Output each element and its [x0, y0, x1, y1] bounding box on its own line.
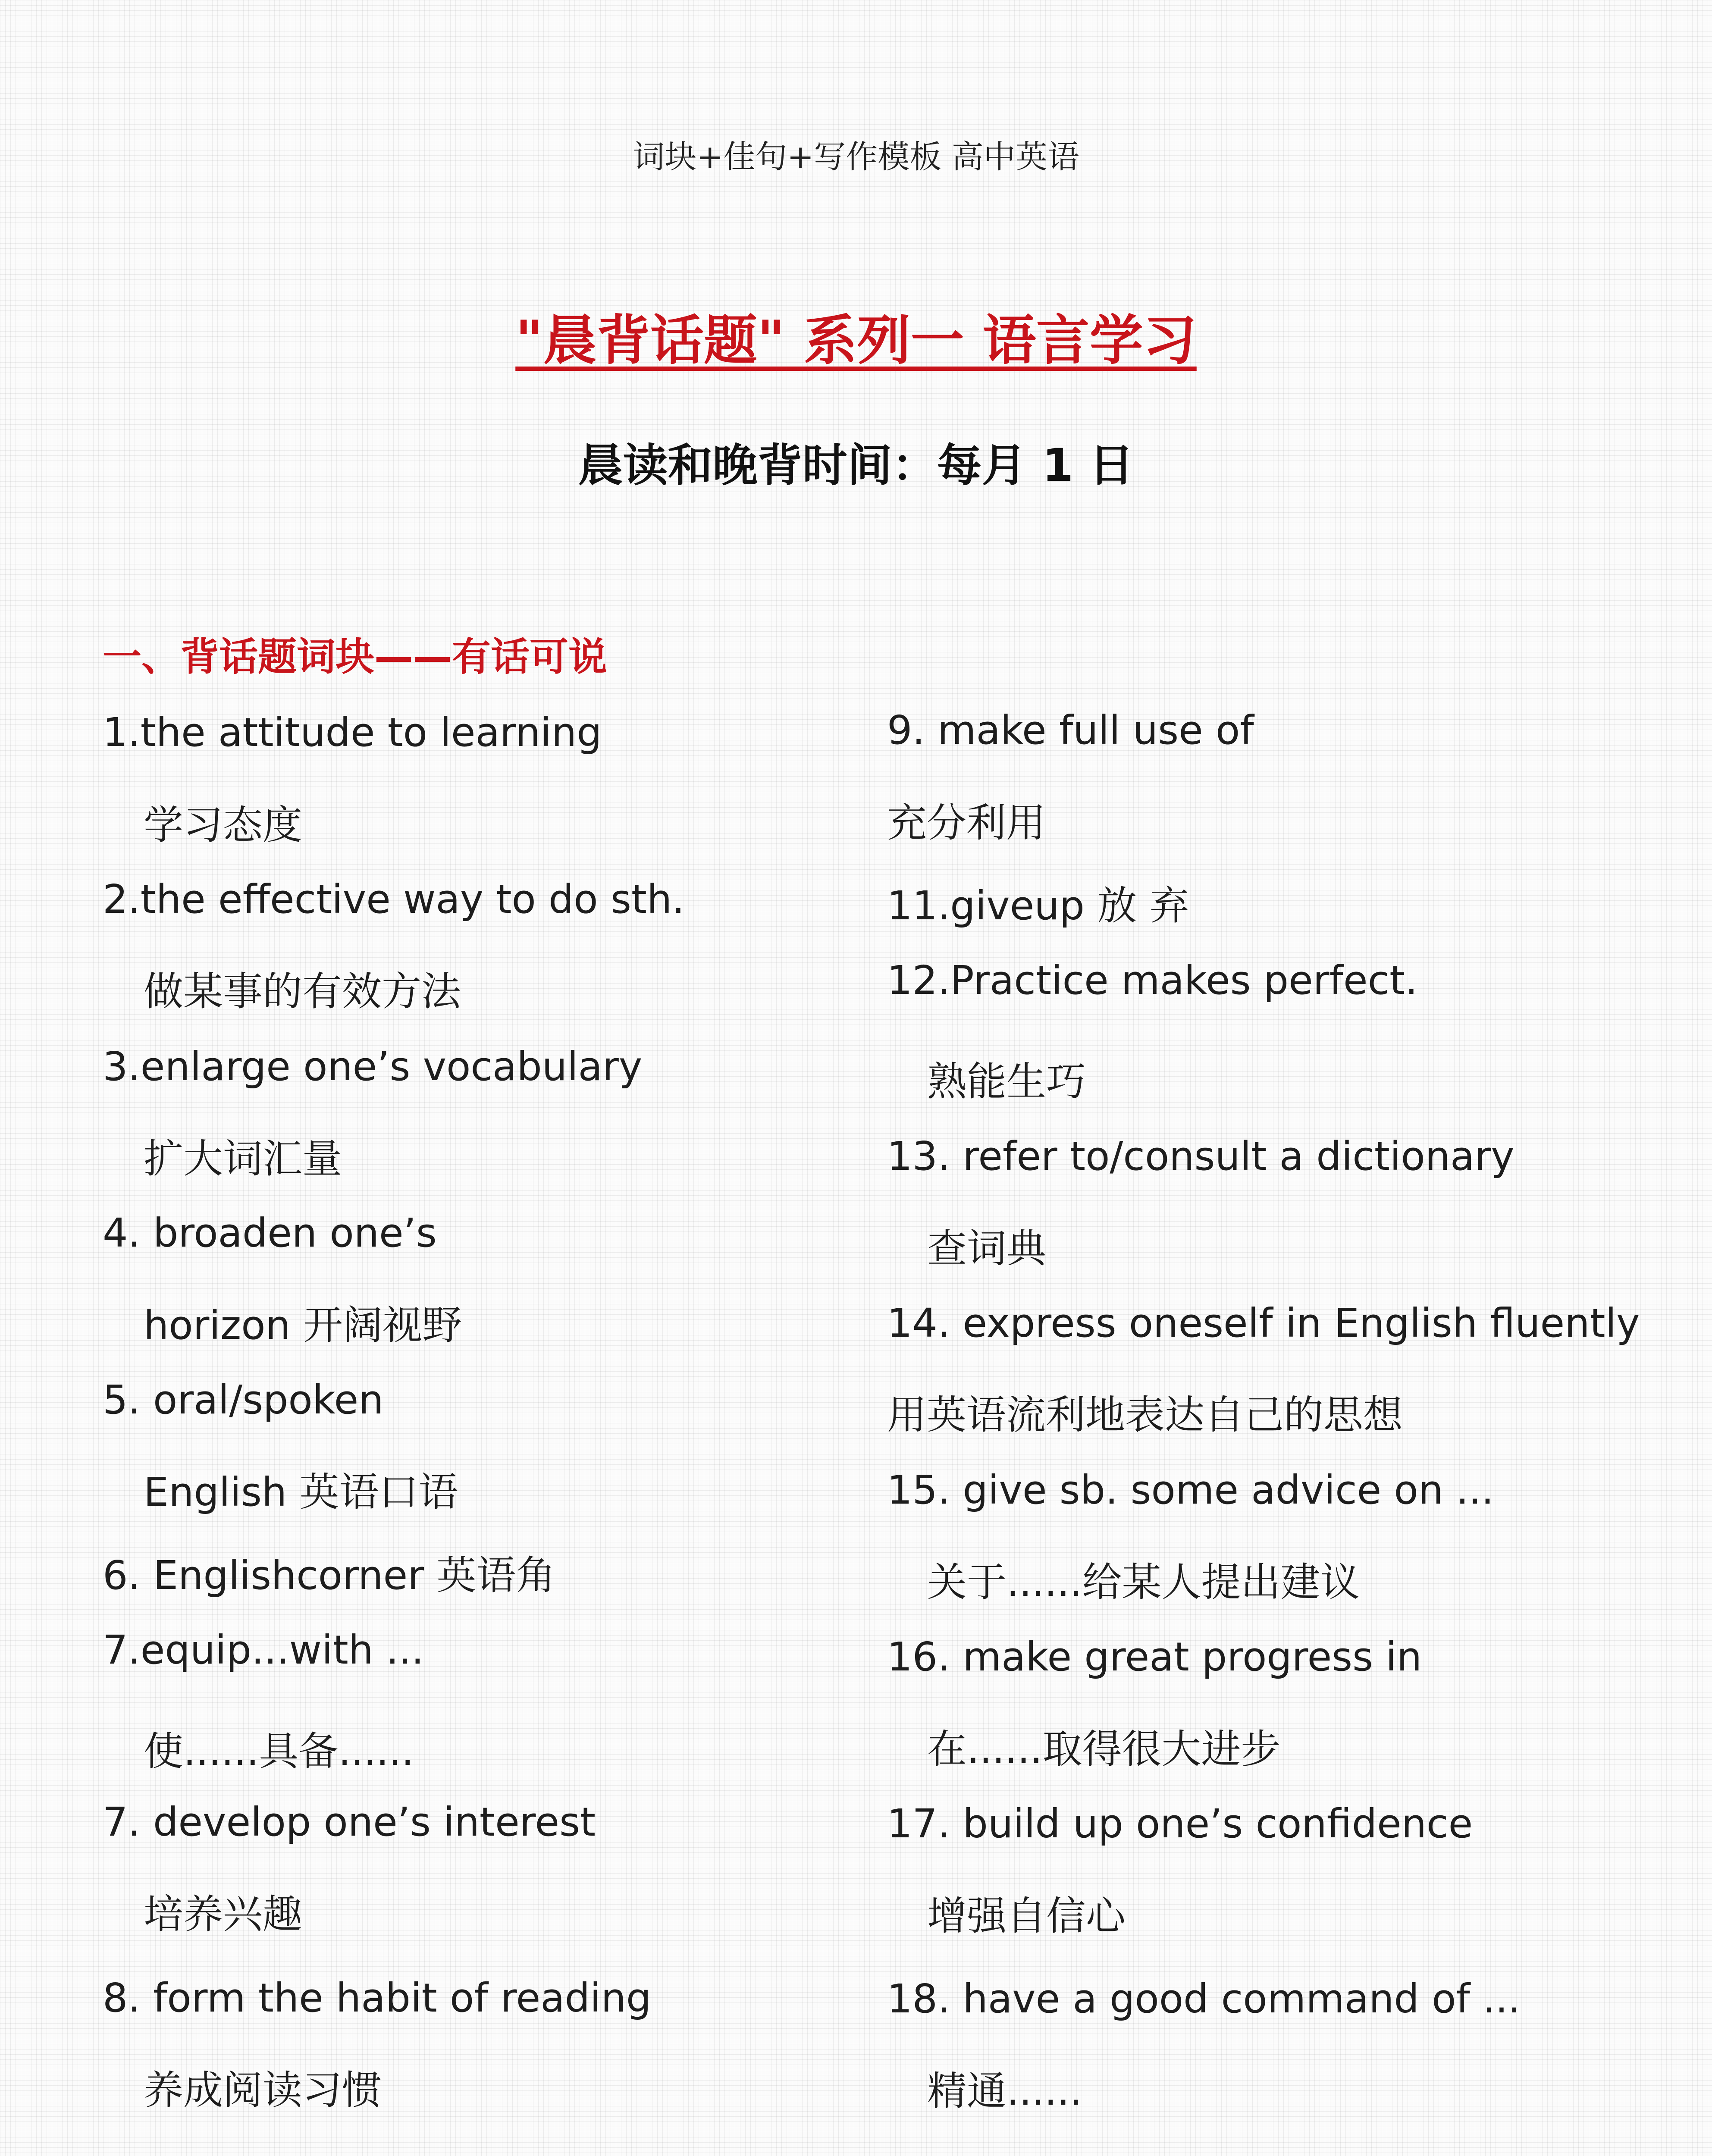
left-entry-english: 7. develop one’s interest	[103, 1799, 596, 1845]
left-entry-chinese: 养成阅读习惯	[144, 2067, 382, 2113]
left-entry-english: 3.enlarge one’s vocabulary	[103, 1044, 643, 1090]
page-title-text: "晨背话题" 系列一 语言学习	[515, 310, 1197, 372]
right-entry-chinese: 用英语流利地表达自己的思想	[887, 1392, 1403, 1438]
left-entry-english: 6. Englishcorner 英语角	[103, 1552, 556, 1598]
left-entry-english: 8. form the habit of reading	[103, 1975, 652, 2021]
left-entry-chinese: 扩大词汇量	[144, 1136, 342, 1182]
left-entry-chinese: 培养兴趣	[144, 1891, 303, 1937]
right-entry-chinese: 在......取得很大进步	[927, 1726, 1281, 1772]
right-entry-english: 12.Practice makes perfect.	[887, 957, 1418, 1003]
right-entry-chinese: 关于......给某人提出建议	[927, 1559, 1360, 1605]
right-entry-chinese: 充分利用	[887, 800, 1046, 846]
right-entry-english: 13. refer to/consult a dictionary	[887, 1133, 1514, 1179]
left-entry-chinese: 使......具备......	[144, 1728, 414, 1774]
right-entry-english: 14. express oneself in English fluently	[887, 1300, 1640, 1346]
section-heading: 一、背话题词块——有话可说	[103, 634, 607, 680]
page-title	[0, 298, 1712, 374]
right-entry-english: 11.giveup 放 弃	[887, 883, 1189, 929]
right-entry-english: 18. have a good command of ...	[887, 1976, 1521, 2022]
header-note: 词块+佳句+写作模板 高中英语	[633, 138, 1079, 175]
right-entry-english: 15. give sb. some advice on ...	[887, 1467, 1494, 1513]
right-entry-chinese: 增强自信心	[927, 1893, 1126, 1939]
right-entry-english: 17. build up one’s confidence	[887, 1801, 1473, 1847]
right-entry-english: 16. make great progress in	[887, 1634, 1422, 1680]
left-entry-english: horizon 开阔视野	[144, 1302, 462, 1348]
left-entry-english: 5. oral/spoken	[103, 1377, 384, 1423]
left-entry-english: 7.equip...with ...	[103, 1627, 424, 1673]
left-entry-chinese: 做某事的有效方法	[144, 968, 461, 1015]
right-entry-chinese: 熟能生巧	[927, 1059, 1086, 1105]
right-entry-english: 9. make full use of	[887, 707, 1254, 753]
left-entry-chinese: 学习态度	[144, 802, 303, 848]
left-entry-english: 2.the effective way to do sth.	[103, 876, 685, 922]
left-entry-english: 4. broaden one’s	[103, 1210, 437, 1256]
left-entry-english: 1.the attitude to learning	[103, 709, 602, 755]
right-entry-chinese: 精通......	[927, 2068, 1082, 2114]
schedule-subtitle: 晨读和晚背时间：每月 1 日	[578, 439, 1134, 492]
right-entry-chinese: 查词典	[927, 1225, 1047, 1272]
left-entry-english: English 英语口语	[144, 1469, 458, 1515]
